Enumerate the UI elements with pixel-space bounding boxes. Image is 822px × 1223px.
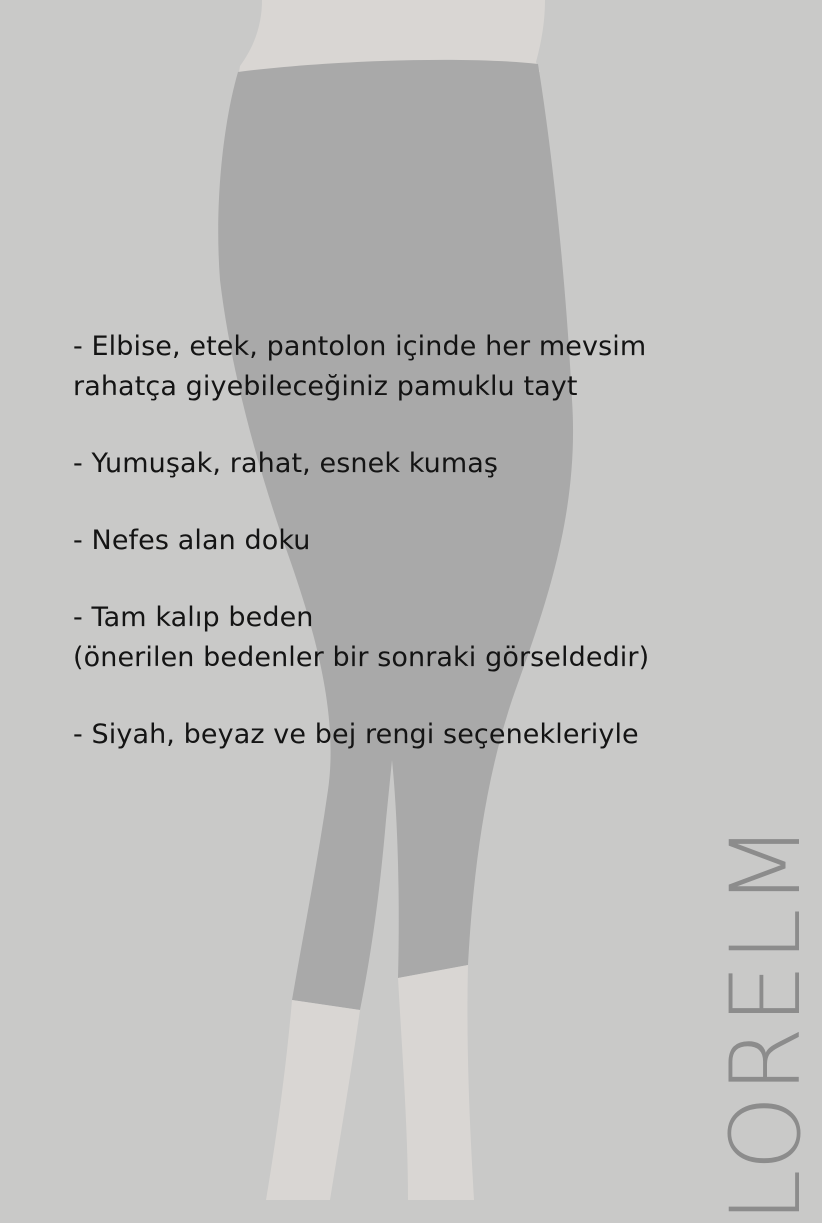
feature-line: - Tam kalıp beden xyxy=(73,602,314,633)
feature-line: - Siyah, beyaz ve bej rengi seçenekleriyle xyxy=(73,719,639,750)
feature-line: (önerilen bedenler bir sonraki görseldedir) xyxy=(73,642,650,673)
feature-line: rahatça giyebileceğiniz pamuklu tayt xyxy=(73,371,578,402)
feature-item xyxy=(73,327,773,407)
feature-item xyxy=(73,598,773,678)
feature-line: - Nefes alan doku xyxy=(73,525,311,556)
feature-item xyxy=(73,715,773,755)
feature-item xyxy=(73,521,773,561)
product-feature-list xyxy=(73,327,773,792)
feature-item xyxy=(73,444,773,484)
feature-line: - Elbise, etek, pantolon içinde her mevsim xyxy=(73,331,647,362)
brand-wordmark: LORELM xyxy=(710,821,822,1223)
model-leg-right xyxy=(398,965,474,1200)
feature-line: - Yumuşak, rahat, esnek kumaş xyxy=(73,448,499,479)
